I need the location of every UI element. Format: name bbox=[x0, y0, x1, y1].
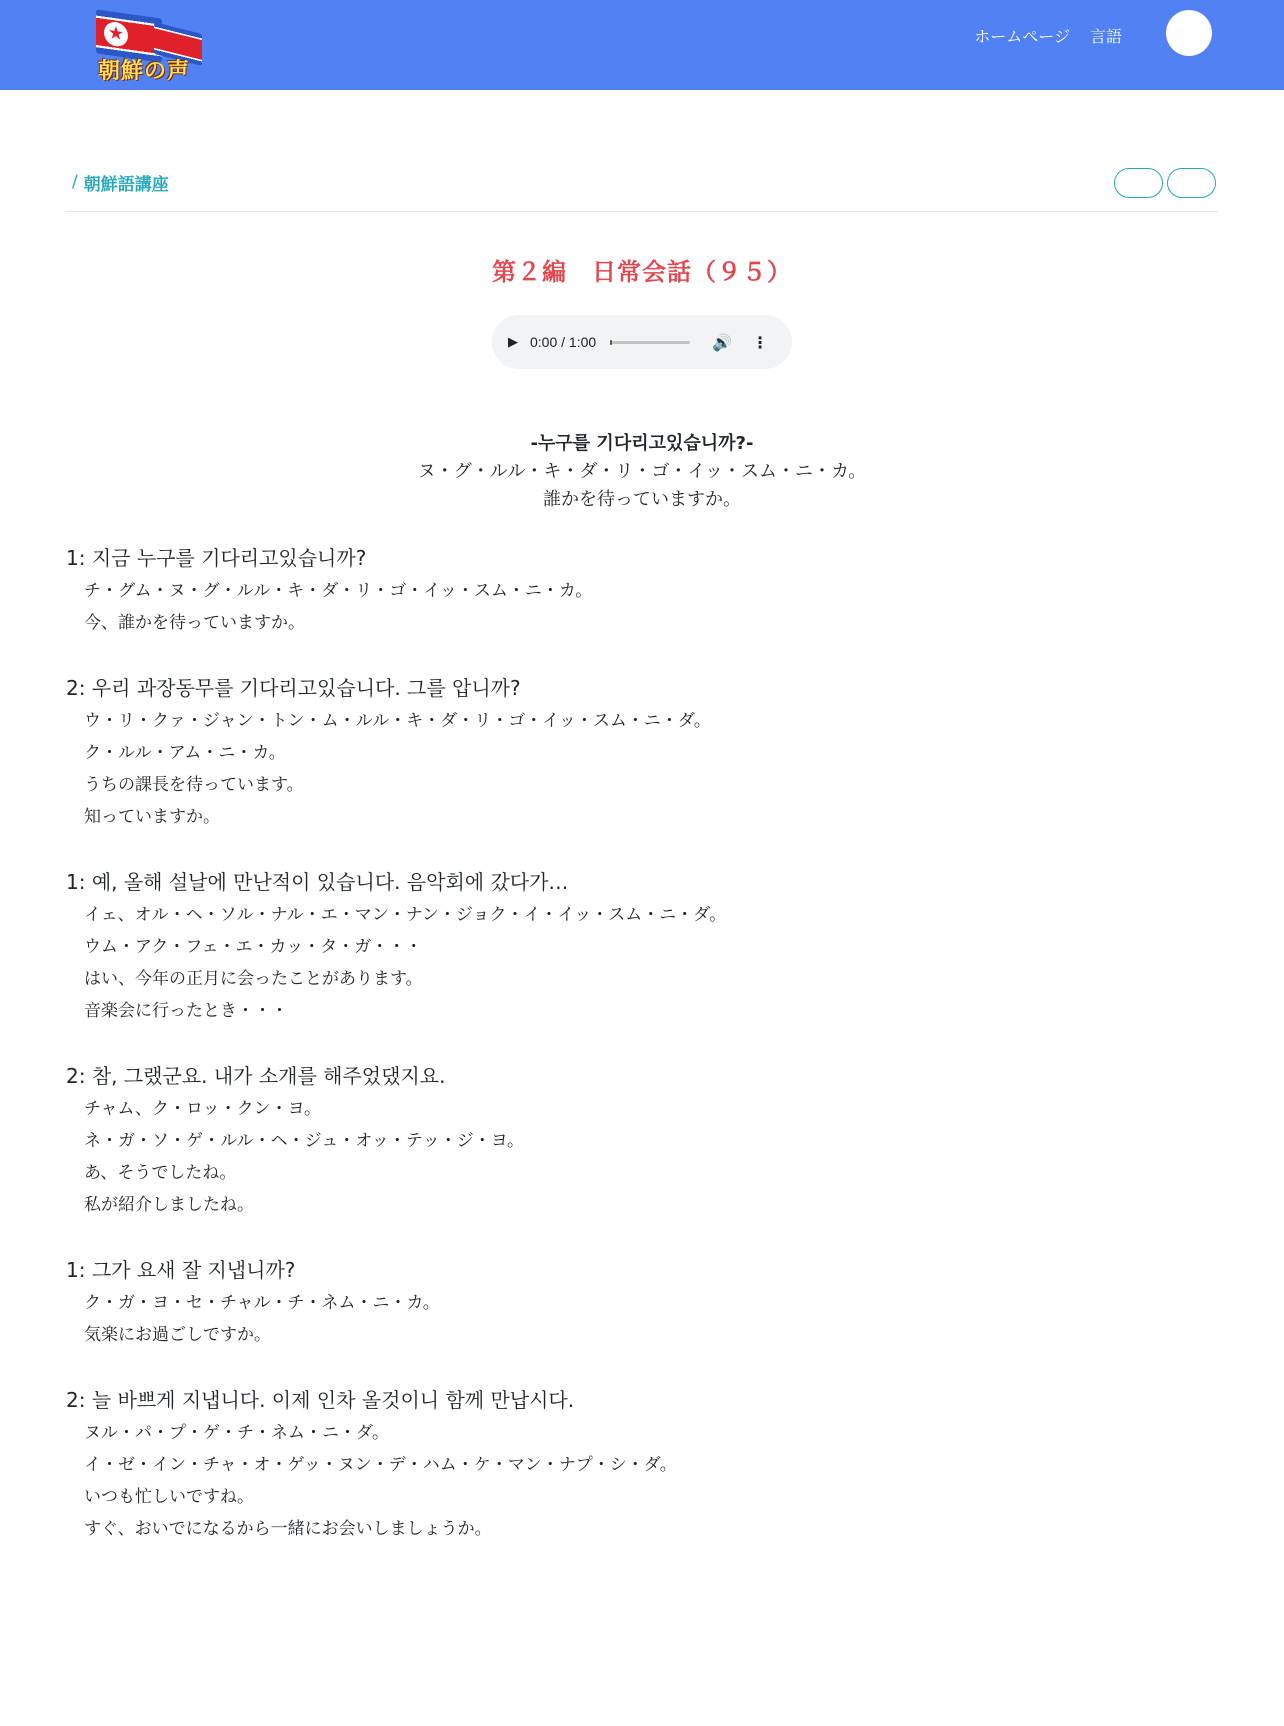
nav-home-link[interactable]: ホームページ bbox=[974, 26, 1070, 46]
play-icon[interactable]: ▶ bbox=[508, 334, 518, 350]
dialogue-line: チ・グム・ヌ・グ・ルル・キ・ダ・リ・ゴ・イッ・スム・ニ・カ。 bbox=[84, 581, 593, 601]
dialogue-line: ク・ガ・ヨ・セ・チャル・チ・ネム・ニ・カ。 bbox=[84, 1293, 440, 1313]
dialogue-line: 音楽会に行ったとき・・・ bbox=[84, 1001, 288, 1021]
divider bbox=[66, 211, 1218, 212]
dialogue-turn bbox=[66, 865, 1216, 1027]
dialogue-line: イェ、オル・ヘ・ソル・ナル・エ・マン・ナン・ジョク・イ・イッ・スム・ニ・ダ。 bbox=[84, 905, 727, 925]
dialogue-line: ネ・ガ・ソ・ゲ・ルル・ヘ・ジュ・オッ・テッ・ジ・ヨ。 bbox=[84, 1131, 525, 1151]
dialogue-list bbox=[66, 541, 1216, 1577]
audio-seek-bar[interactable] bbox=[610, 341, 690, 344]
dialogue-line: はい、今年の正月に会ったことがあります。 bbox=[84, 969, 423, 989]
dialogue-korean: 2: 우리 과장동무를 기다리고있습니다. 그를 압니까? bbox=[66, 676, 521, 700]
lesson-intro bbox=[0, 430, 1284, 514]
audio-time: 0:00 / 1:00 bbox=[530, 334, 597, 350]
dialogue-line: ヌル・パ・プ・ゲ・チ・ネム・ニ・ダ。 bbox=[84, 1423, 389, 1443]
volume-icon[interactable]: 🔊 bbox=[712, 332, 733, 352]
dialogue-line: チャム、ク・ロッ・クン・ヨ。 bbox=[84, 1099, 321, 1119]
intro-reading: ヌ・グ・ルル・キ・ダ・リ・ゴ・イッ・スム・ニ・カ。 bbox=[417, 461, 867, 482]
dialogue-line: 私が紹介しましたね。 bbox=[84, 1195, 254, 1215]
dialogue-turn bbox=[66, 541, 1216, 639]
menu-button[interactable] bbox=[1166, 10, 1212, 56]
dialogue-line: いつも忙しいですね。 bbox=[84, 1487, 254, 1507]
dialogue-line: 今、誰かを待っていますか。 bbox=[84, 613, 305, 633]
dialogue-korean: 2: 늘 바쁘게 지냅니다. 이제 인차 올것이니 함께 만납시다. bbox=[66, 1388, 575, 1412]
breadcrumb bbox=[66, 168, 169, 196]
dialogue-line: イ・ゼ・イン・チャ・オ・ゲッ・ヌン・デ・ハム・ケ・マン・ナプ・シ・ダ。 bbox=[84, 1455, 677, 1475]
page-title: 第２編 日常会話（９５） bbox=[492, 258, 792, 286]
dialogue-line: ウ・リ・クァ・ジャン・トン・ム・ルル・キ・ダ・リ・ゴ・イッ・スム・ニ・ダ。 bbox=[84, 711, 711, 731]
dialogue-line: すぐ、おいでになるから一緒にお会いしましょうか。 bbox=[84, 1519, 492, 1539]
logo-text: 朝鮮の声 bbox=[98, 58, 191, 84]
star-icon: ★ bbox=[104, 20, 128, 47]
site-header bbox=[0, 0, 1284, 90]
nav-language-dropdown[interactable]: 言語 bbox=[1089, 26, 1122, 46]
dialogue-line: ク・ルル・アム・ニ・カ。 bbox=[84, 743, 286, 763]
breadcrumb-section-link[interactable]: 朝鮮語講座 bbox=[83, 174, 169, 195]
dialogue-korean: 1: 지금 누구를 기다리고있습니까? bbox=[66, 546, 367, 570]
dialogue-korean: 1: 예, 올해 설날에 만난적이 있습니다. 음악회에 갔다가… bbox=[66, 870, 569, 894]
dialogue-line: うちの課長を待っています。 bbox=[84, 775, 304, 795]
intro-japanese: 誰かを待っていますか。 bbox=[543, 489, 741, 510]
dialogue-line: 知っていますか。 bbox=[84, 807, 220, 827]
audio-seek-progress bbox=[610, 340, 612, 345]
site-logo[interactable] bbox=[92, 8, 212, 82]
next-article-button[interactable] bbox=[1167, 168, 1216, 198]
breadcrumb-separator: / bbox=[72, 172, 78, 192]
dialogue-line: ウム・アク・フェ・エ・カッ・タ・ガ・・・ bbox=[84, 937, 423, 957]
dialogue-turn bbox=[66, 1253, 1216, 1351]
dialogue-turn bbox=[66, 671, 1216, 833]
intro-korean: -누구를 기다리고있습니까?- bbox=[530, 433, 754, 454]
dialogue-turn bbox=[66, 1059, 1216, 1221]
prev-article-button[interactable] bbox=[1114, 168, 1163, 198]
article-pager bbox=[1114, 168, 1216, 198]
dialogue-korean: 2: 참, 그랬군요. 내가 소개를 해주었댔지요. bbox=[66, 1064, 446, 1088]
dialogue-korean: 1: 그가 요새 잘 지냅니까? bbox=[66, 1258, 296, 1282]
dialogue-turn bbox=[66, 1383, 1216, 1545]
dialogue-line: あ、そうでしたね。 bbox=[84, 1163, 237, 1183]
top-nav bbox=[964, 22, 1132, 48]
dialogue-line: 気楽にお過ごしですか。 bbox=[84, 1325, 271, 1345]
more-options-icon[interactable]: ⋮ bbox=[752, 332, 769, 352]
audio-player bbox=[492, 315, 792, 369]
